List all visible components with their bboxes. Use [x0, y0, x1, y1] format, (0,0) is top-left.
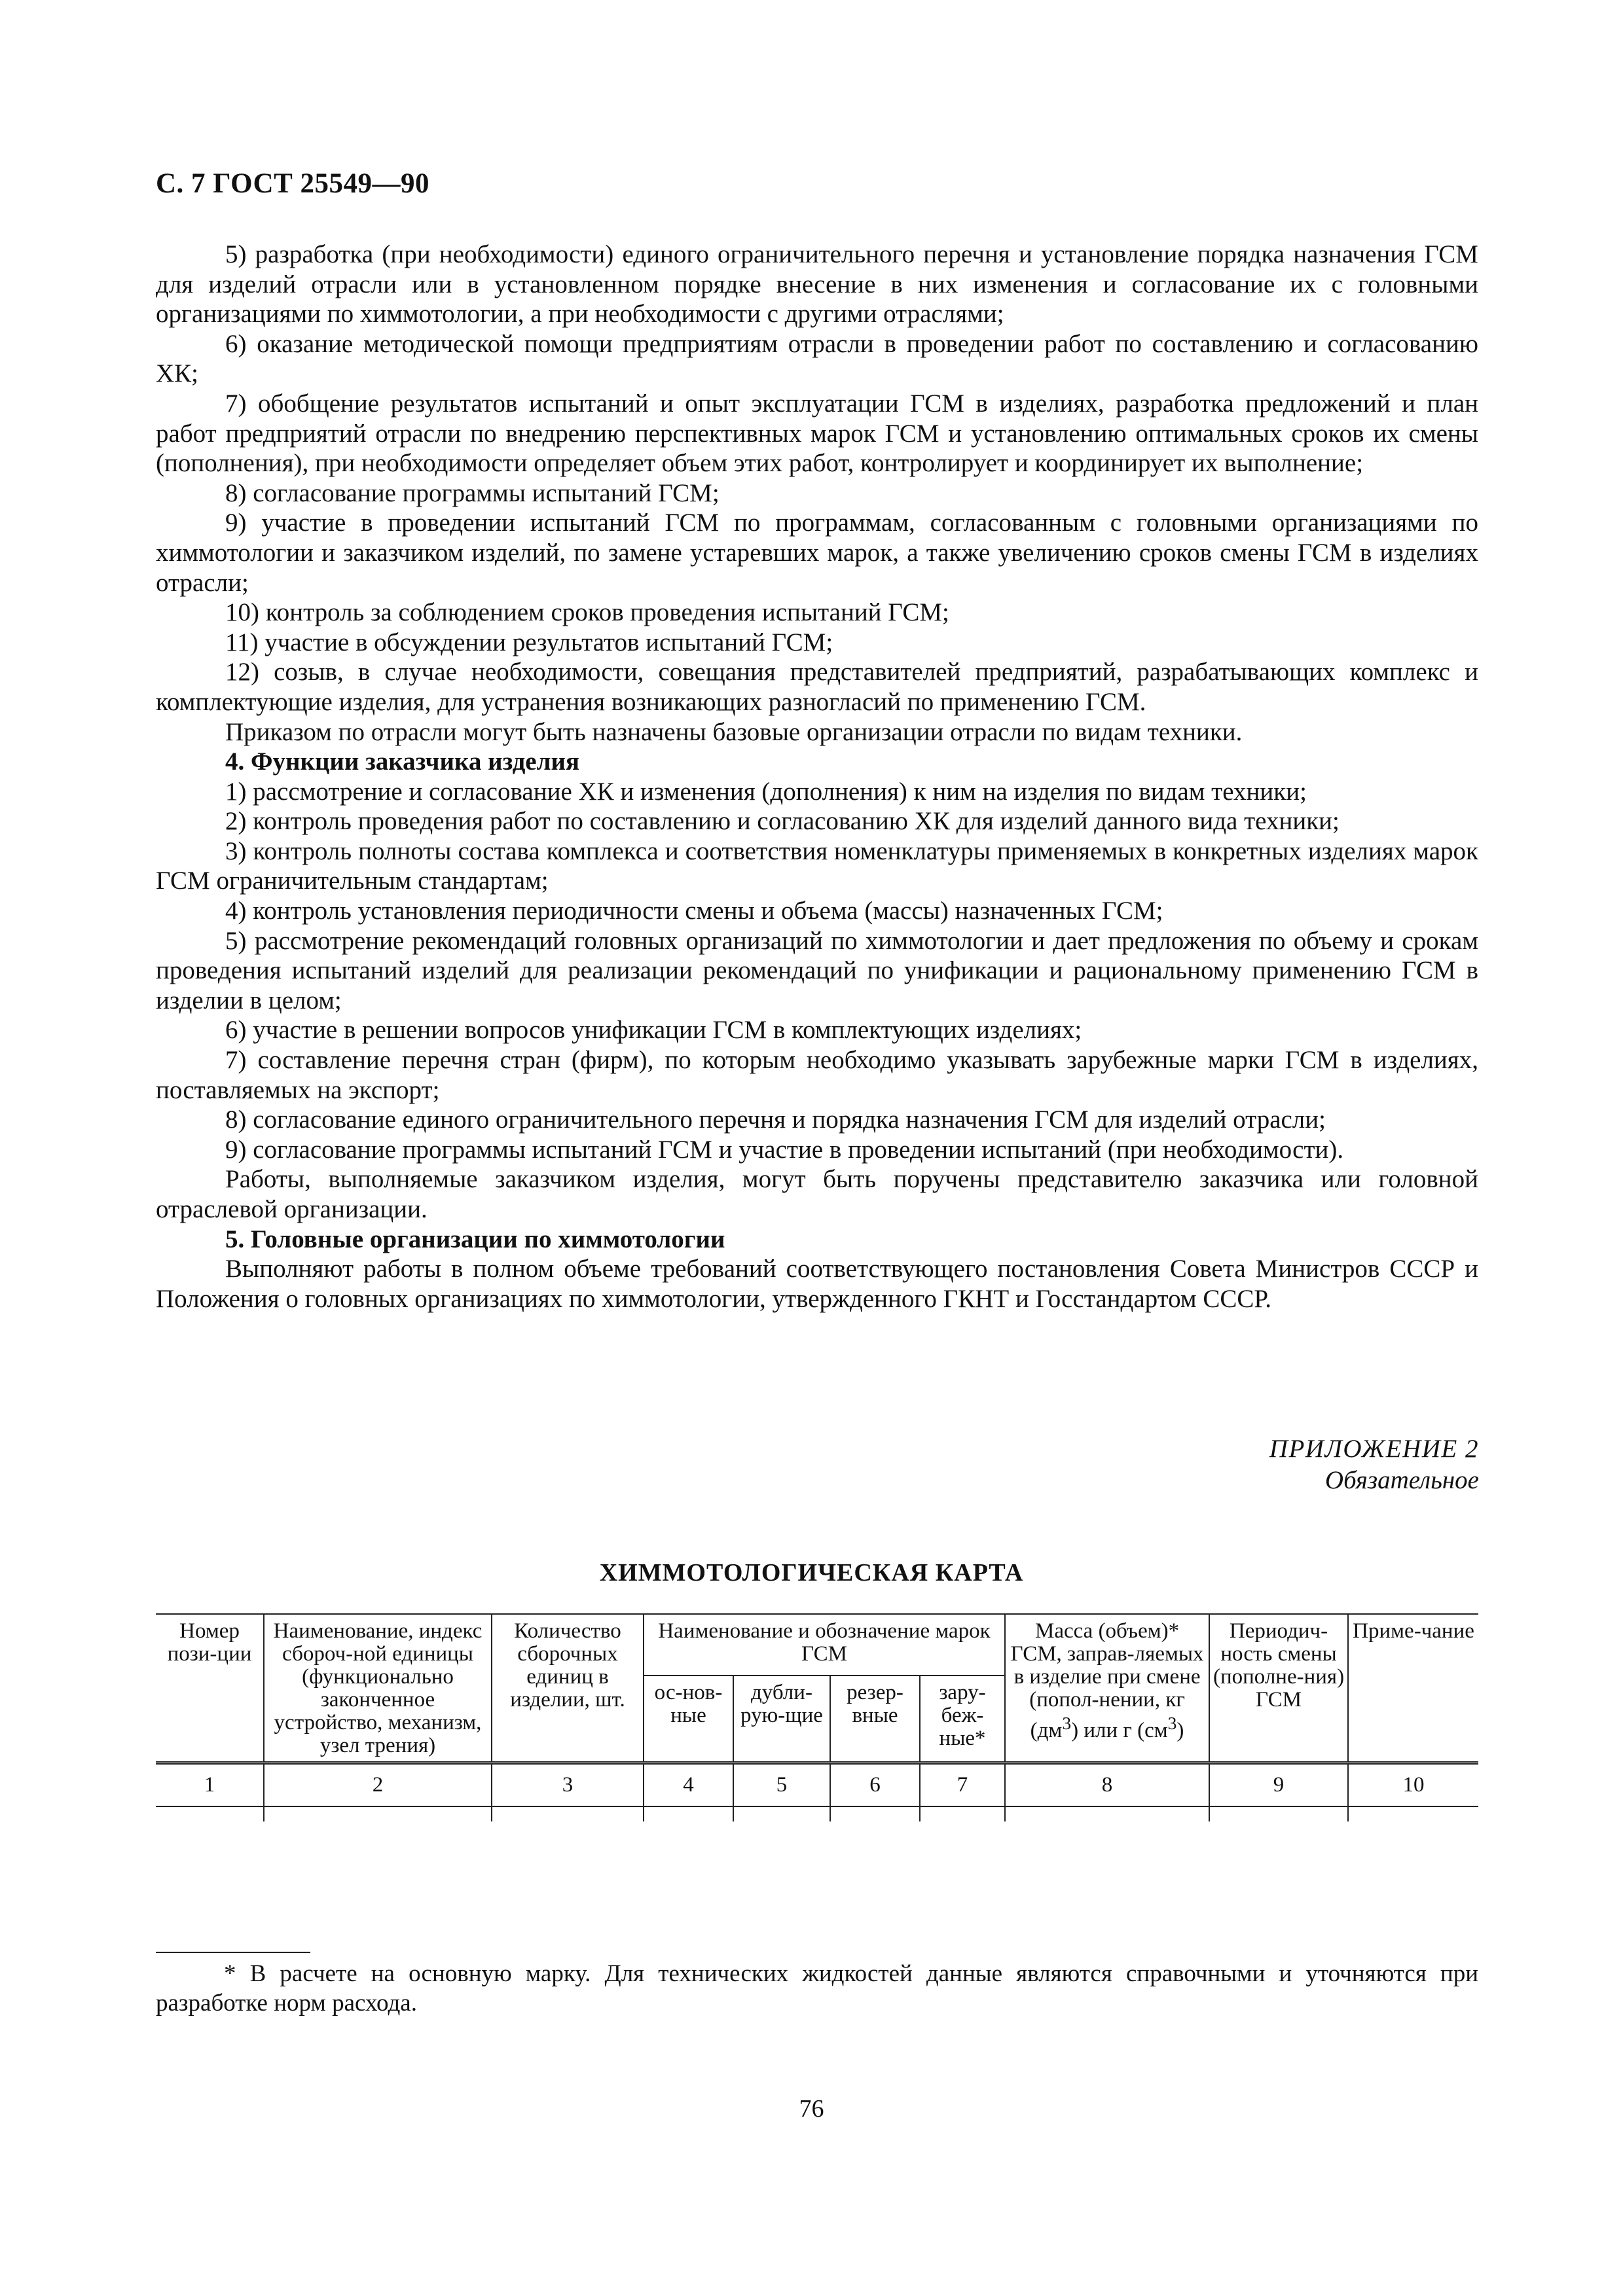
column-number: 5: [733, 1763, 830, 1807]
header-cell-mass: Масса (объем)* ГСМ, заправ-ляемых в изделие при смене (попол-нении, кг $(дм^3)$ или г $(см^3)$: [1005, 1614, 1209, 1763]
page-number: 76: [799, 2095, 824, 2123]
paragraph: 12) созыв, в случае необходимости, совещания представителей предприятий, разрабатывающих комплекс и комплектующие изделия, для устранения возникающих разногласий по применению ГСМ.: [156, 658, 1478, 716]
paragraph: 11) участие в обсуждении результатов испытаний ГСМ;: [225, 628, 833, 656]
paragraph: 6) оказание методической помощи предприятиям отрасли в проведении работ по составлению и согласованию ХК;: [156, 329, 1478, 388]
section-heading: 4. Функции заказчика изделия: [225, 747, 580, 776]
appendix-title: ПРИЛОЖЕНИЕ 2: [1269, 1435, 1479, 1463]
paragraph: 7) обобщение результатов испытаний и опыт эксплуатации ГСМ в изделиях, разработка предложений и план работ предприятий отрасли по внедрению перспективных марок ГСМ и установлению оптимальных сроков их смены (пополнения), при необходимости определяет объем этих работ, контролирует и координирует их выполнение;: [156, 389, 1478, 478]
paragraph: 8) согласование единого ограничительного перечня и порядка назначения ГСМ для изделий отрасли;: [225, 1105, 1326, 1134]
table-header-row: [156, 1614, 1478, 1676]
header-cell-gsm-group: Наименование и обозначение марок ГСМ: [644, 1614, 1005, 1676]
footnote-separator: [156, 1952, 310, 1953]
paragraph: 10) контроль за соблюдением сроков проведения испытаний ГСМ;: [225, 598, 949, 627]
body-text: [156, 240, 1478, 1314]
column-number: 10: [1348, 1763, 1478, 1807]
header-cell-quantity: Количество сборочных единиц в изделии, шт.: [492, 1614, 644, 1763]
paragraph: 9) участие в проведении испытаний ГСМ по программам, согласованным с головными организациями по химмотологии и заказчиком изделий, по замене устаревших марок, а также увеличению сроков смены ГСМ в изделиях отрасли;: [156, 509, 1478, 597]
page-header: С. 7 ГОСТ 25549—90: [156, 168, 430, 199]
header-cell-duplicate: дубли-рую-щие: [733, 1676, 830, 1763]
header-cell-main: ос-нов-ные: [644, 1676, 733, 1763]
appendix-status: Обязательное: [1324, 1466, 1479, 1494]
header-cell-foreign: зару-беж-ные*: [920, 1676, 1005, 1763]
himmotology-table: [156, 1613, 1478, 1821]
header-cell-unit-name: Наименование, индекс сбороч-ной единицы (функционально законченное устройство, механизм, узел трения): [264, 1614, 492, 1763]
header-cell-periodicity: Периодич-ность смены (пополне-ния) ГСМ: [1209, 1614, 1348, 1763]
footnote: * В расчете на основную марку. Для технических жидкостей данные являются справочными и уточняются при разработке норм расхода.: [156, 1960, 1478, 2017]
mass-text-c: ): [1176, 1719, 1184, 1742]
paragraph: 3) контроль полноты состава комплекса и соответствия номенклатуры применяемых в конкретных изделиях марок ГСМ ограничительным стандартам;: [156, 836, 1478, 895]
paragraph: 1) рассмотрение и согласование ХК и изменения (дополнения) к ним на изделия по видам техники;: [225, 777, 1307, 806]
paragraph: 4) контроль установления периодичности смены и объема (массы) назначенных ГСМ;: [225, 897, 1163, 925]
column-number: 8: [1005, 1763, 1209, 1807]
table-title: ХИММОТОЛОГИЧЕСКАЯ КАРТА: [599, 1559, 1024, 1587]
header-cell-position: Номер пози-ции: [156, 1614, 264, 1763]
paragraph: Работы, выполняемые заказчиком изделия, могут быть поручены представителю заказчика или головной отраслевой организации.: [156, 1165, 1478, 1223]
column-number: 7: [920, 1763, 1005, 1807]
table-empty-row: [156, 1806, 1478, 1821]
paragraph: 5) рассмотрение рекомендаций головных организаций по химмотологии и дает предложения по объему и срокам проведения испытаний изделий для реализации рекомендаций по унификации и рациональному применению ГСМ в изделии в целом;: [156, 926, 1478, 1014]
column-number: 3: [492, 1763, 644, 1807]
mass-text-a: Масса (объем)* ГСМ, заправ-ляемых в изделие при смене (попол-нении, кг (дм: [1010, 1619, 1204, 1742]
paragraph: 9) согласование программы испытаний ГСМ и участие в проведении испытаний (при необходимости).: [225, 1135, 1344, 1164]
paragraph: 6) участие в решении вопросов унификации ГСМ в комплектующих изделиях;: [225, 1016, 1082, 1045]
paragraph: 8) согласование программы испытаний ГСМ;: [225, 478, 720, 507]
mass-text-b: ) или г (см: [1071, 1719, 1168, 1742]
paragraph: 2) контроль проведения работ по составлению и согласованию ХК для изделий данного вида техники;: [225, 807, 1340, 836]
column-number: 9: [1209, 1763, 1348, 1807]
table-number-row: [156, 1763, 1478, 1807]
header-cell-note: Приме-чание: [1348, 1614, 1478, 1763]
column-number: 1: [156, 1763, 264, 1807]
appendix-label: [1269, 1433, 1479, 1496]
paragraph: Приказом по отрасли могут быть назначены базовые организации отрасли по видам техники.: [225, 717, 1243, 746]
column-number: 2: [264, 1763, 492, 1807]
paragraph: Выполняют работы в полном объеме требований соответствующего постановления Совета Министров СССР и Положения о головных организациях по химмотологии, утвержденного ГКНТ и Госстандартом СССР.: [156, 1255, 1478, 1313]
paragraph: 5) разработка (при необходимости) единого ограничительного перечня и установление порядка назначения ГСМ для изделий отрасли или в установленном порядке внесение в них изменения и согласование их с головными организациями по химмотологии, а при необходимости с другими отраслями;: [156, 240, 1478, 329]
column-number: 6: [830, 1763, 920, 1807]
paragraph: 7) составление перечня стран (фирм), по которым необходимо указывать зарубежные марки ГСМ в изделиях, поставляемых на экспорт;: [156, 1046, 1478, 1104]
section-heading: 5. Головные организации по химмотологии: [225, 1225, 725, 1253]
column-number: 4: [644, 1763, 733, 1807]
header-cell-reserve: резер-вные: [830, 1676, 920, 1763]
